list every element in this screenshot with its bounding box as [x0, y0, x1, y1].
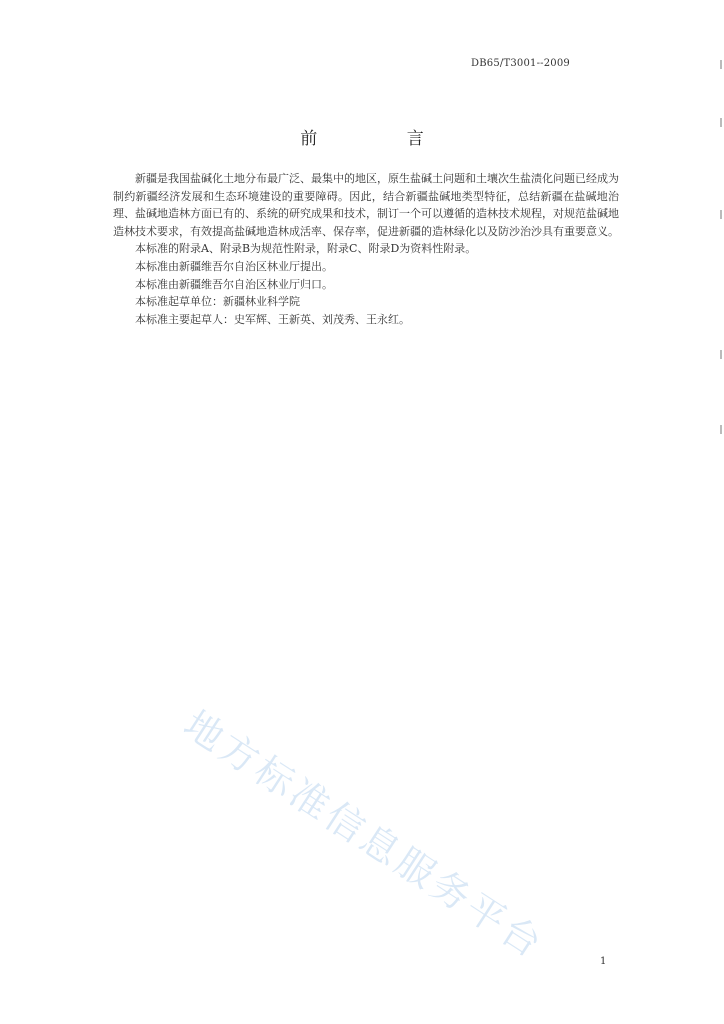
edge-mark [720, 210, 722, 219]
paragraph-proposer: 本标准由新疆维吾尔自治区林业厅提出。 [135, 259, 333, 273]
paragraph-appendix: 本标准的附录A、附录B为规范性附录，附录C、附录D为资料性附录。 [135, 242, 477, 256]
paragraph-drafters: 本标准主要起草人：史军辉、王新英、刘茂秀、王永红。 [135, 312, 410, 326]
paragraph-administrator: 本标准由新疆维吾尔自治区林业厅归口。 [135, 277, 333, 291]
standard-number: DB65/T3001--2009 [471, 58, 570, 69]
paragraph-drafting-unit: 本标准起草单位：新疆林业科学院 [135, 295, 300, 309]
page-number: 1 [600, 956, 607, 967]
paragraph-background: 新疆是我国盐碱化土地分布最广泛、最集中的地区，原生盐碱土问题和土壤次生盐渍化问题已经成为制约新疆经济发展和生态环境建设的重要障碍。因此，结合新疆盐碱地类型特征，总结新疆在盐碱地治理、盐碱地造林方面已有的、系统的研究成果和技术，制订一个可以遵循的造林技术规程，对规范盐碱地造林技术要求，有效提高盐碱地造林成活率、保存率，促进新疆的造林绿化以及防沙治沙具有重要意义。 [113, 172, 619, 238]
edge-mark [720, 350, 722, 359]
foreword-body [113, 170, 619, 328]
page-title: 前 言 [300, 129, 466, 149]
edge-mark [720, 425, 722, 434]
edge-mark [720, 118, 722, 127]
watermark-text: 地方标准信息服务平台 [176, 701, 553, 968]
edge-mark [720, 60, 722, 69]
